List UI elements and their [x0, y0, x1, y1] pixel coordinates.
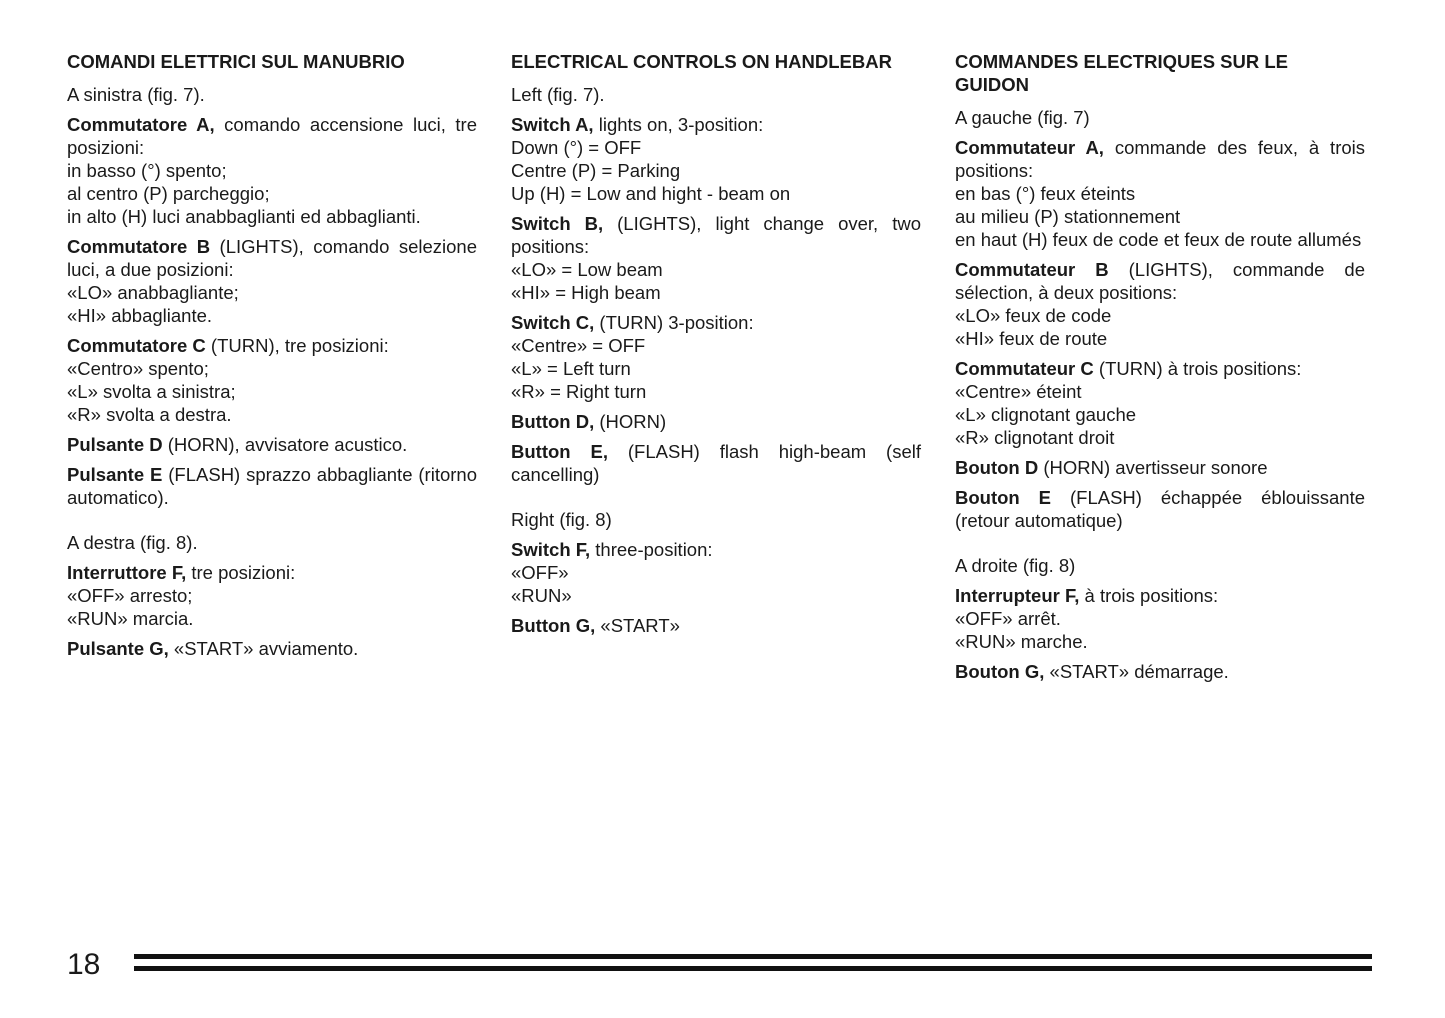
section-title: ELECTRICAL CONTROLS ON HANDLEBAR	[511, 51, 892, 72]
right-controls-heading: A destra (fig. 8).	[67, 532, 198, 553]
button-g-label: Button G,	[511, 615, 596, 636]
switch-f-description	[511, 538, 921, 607]
button-e-description	[511, 440, 921, 486]
button-d-description	[67, 433, 477, 456]
button-e-description	[67, 463, 477, 509]
button-g-text: «START»	[595, 615, 680, 636]
switch-a-description	[511, 113, 921, 205]
switch-c-description	[67, 334, 477, 426]
position-line: «RUN» marche.	[955, 631, 1088, 652]
switch-f-description	[955, 584, 1365, 653]
switch-b-text: (LIGHTS), commande de sélection, à deux positions:	[955, 259, 1365, 303]
button-g-text: «START» démarrage.	[1044, 661, 1229, 682]
switch-f-text: à trois positions:	[1079, 585, 1219, 606]
button-g-label: Bouton G,	[955, 661, 1045, 682]
button-d-description	[511, 410, 921, 433]
switch-b-description	[511, 212, 921, 304]
position-line: «R» svolta a destra.	[67, 404, 232, 425]
position-line: in basso (°) spento;	[67, 160, 227, 181]
position-line: al centro (P) parcheggio;	[67, 183, 270, 204]
position-line: «L» clignotant gauche	[955, 404, 1137, 425]
position-line: «R» clignotant droit	[955, 427, 1115, 448]
position-line: en bas (°) feux éteints	[955, 183, 1136, 204]
position-line: «LO» anabbagliante;	[67, 282, 239, 303]
switch-a-text: commande des feux, à trois positions:	[955, 137, 1366, 181]
italian-column	[67, 50, 477, 667]
position-line: «OFF» arresto;	[67, 585, 193, 606]
button-e-description	[955, 486, 1365, 532]
button-g-description	[955, 660, 1365, 683]
section-title: COMANDI ELETTRICI SUL MANUBRIO	[67, 51, 405, 72]
position-line: «Centre» éteint	[955, 381, 1082, 402]
button-g-description	[67, 637, 477, 660]
position-line: «LO» feux de code	[955, 305, 1112, 326]
position-line: Centre (P) = Parking	[511, 160, 681, 181]
button-d-label: Bouton D	[955, 457, 1039, 478]
left-controls-heading: A gauche (fig. 7)	[955, 107, 1090, 128]
position-line: Down (°) = OFF	[511, 137, 642, 158]
position-line: «Centro» spento;	[67, 358, 209, 379]
switch-b-label: Commutatore B	[67, 236, 211, 257]
page-footer	[67, 945, 1372, 985]
switch-b-label: Commutateur B	[955, 259, 1109, 280]
switch-f-description	[67, 561, 477, 630]
button-e-text: (FLASH) sprazzo abbagliante (ritorno automatico).	[67, 464, 477, 508]
switch-f-label: Switch F,	[511, 539, 591, 560]
position-line: in alto (H) luci anabbaglianti ed abbaglianti.	[67, 206, 421, 227]
button-e-text: (FLASH) échappée éblouissante (retour automatique)	[955, 487, 1366, 531]
switch-c-text: (TURN), tre posizioni:	[205, 335, 389, 356]
switch-b-text: (LIGHTS), comando selezione luci, a due posizioni:	[67, 236, 477, 280]
footer-rule-top	[134, 954, 1372, 959]
section-title: COMMANDES ELECTRIQUES SUR LE GUIDON	[955, 51, 1289, 95]
switch-a-text: comando accensione luci, tre posizioni:	[67, 114, 477, 158]
position-line: «OFF»	[511, 562, 569, 583]
french-column	[955, 50, 1365, 690]
switch-f-text: three-position:	[590, 539, 713, 560]
switch-c-description	[955, 357, 1365, 449]
button-e-label: Bouton E	[955, 487, 1052, 508]
button-d-text: (HORN)	[594, 411, 667, 432]
position-line: «LO» = Low beam	[511, 259, 663, 280]
button-e-label: Pulsante E	[67, 464, 163, 485]
button-g-label: Pulsante G,	[67, 638, 169, 659]
right-controls-heading: Right (fig. 8)	[511, 509, 612, 530]
switch-c-label: Switch C,	[511, 312, 595, 333]
switch-c-label: Commutateur C	[955, 358, 1094, 379]
english-column	[511, 50, 921, 644]
switch-f-text: tre posizioni:	[186, 562, 296, 583]
button-d-text: (HORN) avertisseur sonore	[1038, 457, 1268, 478]
switch-a-label: Switch A,	[511, 114, 594, 135]
position-line: au milieu (P) stationnement	[955, 206, 1181, 227]
button-g-description	[511, 614, 921, 637]
button-e-label: Button E,	[511, 441, 608, 462]
switch-c-description	[511, 311, 921, 403]
switch-b-description	[955, 258, 1365, 350]
position-line: «HI» abbagliante.	[67, 305, 213, 326]
button-d-label: Button D,	[511, 411, 595, 432]
left-controls-heading: Left (fig. 7).	[511, 84, 605, 105]
switch-b-description	[67, 235, 477, 327]
switch-a-label: Commutateur A,	[955, 137, 1104, 158]
position-line: «L» = Left turn	[511, 358, 631, 379]
left-controls-heading: A sinistra (fig. 7).	[67, 84, 205, 105]
button-g-text: «START» avviamento.	[168, 638, 359, 659]
page-number: 18	[67, 948, 101, 981]
switch-b-label: Switch B,	[511, 213, 604, 234]
switch-f-label: Interrupteur F,	[955, 585, 1080, 606]
position-line: «RUN»	[511, 585, 572, 606]
button-d-label: Pulsante D	[67, 434, 163, 455]
switch-c-text: (TURN) à trois positions:	[1093, 358, 1302, 379]
footer-rule-bottom	[134, 966, 1372, 971]
button-d-text: (HORN), avvisatore acustico.	[162, 434, 408, 455]
switch-a-description	[955, 136, 1365, 251]
switch-a-description	[67, 113, 477, 228]
position-line: «OFF» arrêt.	[955, 608, 1061, 629]
right-controls-heading: A droite (fig. 8)	[955, 555, 1076, 576]
position-line: «L» svolta a sinistra;	[67, 381, 236, 402]
switch-b-text: (LIGHTS), light change over, two positions:	[511, 213, 921, 257]
button-e-text: (FLASH) flash high-beam (self cancelling)	[511, 441, 922, 485]
position-line: en haut (H) feux de code et feux de route allumés	[955, 229, 1362, 250]
position-line: «R» = Right turn	[511, 381, 647, 402]
switch-c-label: Commutatore C	[67, 335, 206, 356]
switch-a-text: lights on, 3-position:	[593, 114, 764, 135]
switch-f-label: Interruttore F,	[67, 562, 187, 583]
switch-a-label: Commutatore A,	[67, 114, 215, 135]
position-line: «RUN» marcia.	[67, 608, 194, 629]
button-d-description	[955, 456, 1365, 479]
switch-c-text: (TURN) 3-position:	[594, 312, 754, 333]
position-line: Up (H) = Low and hight - beam on	[511, 183, 791, 204]
position-line: «HI» feux de route	[955, 328, 1108, 349]
position-line: «HI» = High beam	[511, 282, 661, 303]
position-line: «Centre» = OFF	[511, 335, 646, 356]
